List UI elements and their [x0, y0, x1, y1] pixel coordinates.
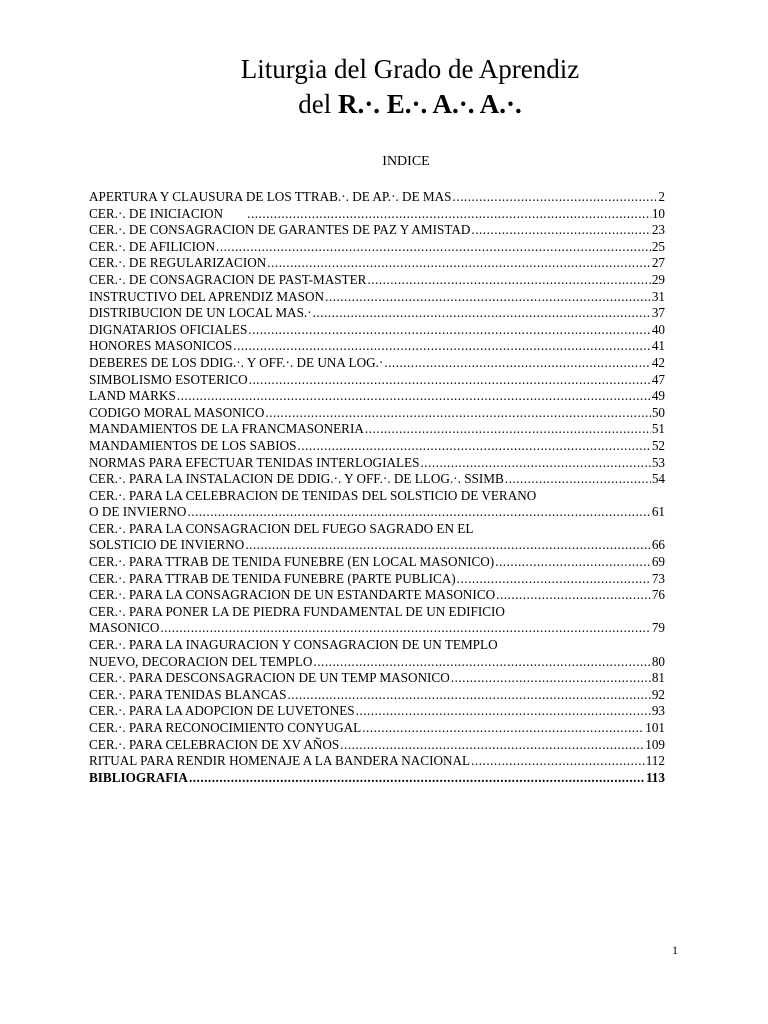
toc-dot-leader	[496, 587, 651, 604]
toc-entry-page: 25	[651, 238, 665, 254]
toc-entry-page: 31	[651, 288, 665, 304]
toc-entry-title: NORMAS PARA EFECTUAR TENIDAS INTERLOGIALES	[89, 454, 420, 470]
toc-dot-leader	[287, 687, 650, 704]
toc-entry-page: 2	[658, 189, 665, 204]
toc-entry	[89, 438, 665, 455]
toc-dot-leader	[365, 421, 651, 438]
toc-entry-title: SOLSTICIO DE INVIERNO	[89, 537, 245, 553]
toc-dot-leader	[249, 372, 651, 389]
toc-entry-title: CER.·. PARA LA INSTALACION DE DDIG.·. Y OFF.·. DE LLOG.·. SSIMB	[89, 471, 504, 487]
toc-entry-page: 93	[651, 703, 665, 719]
toc-entry	[89, 206, 665, 223]
toc-entry	[89, 571, 665, 588]
toc-dot-leader	[420, 455, 650, 472]
toc-entry-title: NUEVO, DECORACION DEL TEMPLO	[89, 653, 313, 669]
toc-entry-title: CER.·. PARA LA INAGURACION Y CONSAGRACION DE UN TEMPLO	[89, 637, 498, 653]
toc-entry	[89, 620, 665, 637]
document-subtitle	[0, 89, 768, 119]
toc-entry	[89, 670, 665, 687]
toc-entry-title: APERTURA Y CLAUSURA DE LOS TTRAB.·. DE AP.·. DE MAS	[89, 189, 452, 204]
toc-entry	[89, 554, 665, 571]
toc-dot-leader	[384, 355, 651, 372]
toc-entry-page: 52	[651, 437, 665, 453]
toc-entry	[89, 737, 665, 754]
toc-entry-page: 42	[651, 354, 665, 370]
toc-entry-page: 47	[651, 371, 665, 387]
toc-entry-title: BIBLIOGRAFIA	[89, 769, 188, 785]
toc-entry-title: INSTRUCTIVO DEL APRENDIZ MASON	[89, 288, 325, 304]
toc-entry-title: CER.·. PARA LA CELEBRACION DE TENIDAS DEL SOLSTICIO DE VERANO	[89, 487, 537, 503]
toc-entry-title: CER.·. DE INICIACION	[89, 205, 247, 221]
toc-entry	[89, 421, 665, 438]
toc-dot-leader	[451, 670, 651, 687]
toc-entry-page: 37	[651, 305, 665, 321]
toc-entry-title: RITUAL PARA RENDIR HOMENAJE A LA BANDERA NACIONAL	[89, 753, 471, 769]
toc-dot-leader	[245, 537, 651, 554]
toc-entry	[89, 272, 665, 289]
toc-entry-page: 27	[651, 255, 665, 271]
toc-dot-leader	[356, 703, 651, 720]
toc-dot-leader	[362, 720, 644, 737]
toc-entry	[89, 753, 665, 770]
toc-entry	[89, 338, 665, 355]
toc-entry-title: CER.·. PARA LA CONSAGRACION DEL FUEGO SAGRADO EN EL	[89, 520, 474, 536]
toc-entry	[89, 189, 665, 206]
toc-entry-title: CER.·. DE REGULARIZACION	[89, 255, 267, 271]
toc-dot-leader	[340, 737, 644, 754]
toc-entry-page: 79	[651, 620, 665, 636]
toc-entry-page: 61	[651, 504, 665, 520]
toc-entry	[89, 521, 665, 538]
toc-entry-title: MASONICO	[89, 620, 160, 636]
toc-entry-title: CER.·. PARA PONER LA DE PIEDRA FUNDAMENTAL DE UN EDIFICIO	[89, 603, 505, 619]
toc-entry	[89, 720, 665, 737]
toc-entry-title: CER.·. PARA TENIDAS BLANCAS	[89, 686, 287, 702]
toc-dot-leader	[471, 753, 645, 770]
toc-entry-page: 10	[651, 205, 665, 221]
toc-entry	[89, 687, 665, 704]
document-title: Liturgia del Grado de Aprendiz	[240, 54, 580, 84]
toc-entry-title: CER.·. PARA CELEBRACION DE XV AÑOS	[89, 736, 340, 752]
toc-entry-page: 41	[651, 338, 665, 354]
toc-entry-page: 80	[651, 653, 665, 669]
toc-entry	[89, 488, 665, 505]
toc-entry-title: CER.·. DE AFILICION	[89, 238, 216, 254]
toc-dot-leader	[160, 620, 650, 637]
page-number: 1	[672, 943, 678, 957]
toc-entry-page: 81	[651, 670, 665, 686]
toc-entry-title: CODIGO MORAL MASONICO	[89, 404, 265, 420]
toc-entry-page: 109	[645, 736, 665, 752]
toc-entry-title: O DE INVIERNO	[89, 504, 187, 520]
toc-dot-leader	[313, 305, 651, 322]
toc-entry-page: 54	[651, 471, 665, 487]
toc-dot-leader	[247, 206, 651, 223]
toc-entry	[89, 222, 665, 239]
toc-entry-title: CER.·. PARA RECONOCIMIENTO CONYUGAL	[89, 720, 362, 735]
toc-dot-leader	[265, 405, 650, 422]
toc-entry	[89, 289, 665, 306]
toc-dot-leader	[505, 471, 651, 488]
toc-entry-page: 29	[651, 271, 665, 287]
toc-dot-leader	[187, 504, 650, 521]
toc-entry-page: 101	[645, 720, 665, 735]
toc-entry-title: SIMBOLISMO ESOTERICO	[89, 371, 248, 387]
toc-entry-title: HONORES MASONICOS	[89, 338, 233, 354]
toc-entry-page: 112	[645, 753, 665, 769]
toc-dot-leader	[233, 338, 651, 355]
toc-entry-page: 73	[651, 570, 665, 586]
toc-dot-leader	[177, 388, 651, 405]
toc-entry-page: 49	[651, 388, 665, 404]
toc-entry	[89, 322, 665, 339]
toc-entry-title: CER.·. PARA LA CONSAGRACION DE UN ESTANDARTE MASONICO	[89, 587, 496, 603]
toc-entry	[89, 637, 665, 654]
toc-entry	[89, 587, 665, 604]
toc-entry-title: CER.·. DE CONSAGRACION DE GARANTES DE PAZ Y AMISTAD	[89, 222, 471, 238]
toc-dot-leader	[453, 189, 658, 206]
toc-entry	[89, 471, 665, 488]
toc-entry-title: CER.·. DE CONSAGRACION DE PAST-MASTER	[89, 271, 367, 287]
toc-entry-title: LAND MARKS	[89, 388, 176, 404]
toc-dot-leader	[248, 322, 651, 339]
toc-entry	[89, 305, 665, 322]
toc-entry-page: 50	[651, 404, 665, 420]
toc-dot-leader	[325, 289, 651, 306]
toc-entry	[89, 770, 665, 787]
toc-dot-leader	[367, 272, 650, 289]
toc-entry	[89, 504, 665, 521]
toc-entry	[89, 537, 665, 554]
toc-entry	[89, 405, 665, 422]
toc-entry-title: DEBERES DE LOS DDIG.·. Y OFF.·. DE UNA LOG.·	[89, 354, 384, 370]
toc-dot-leader	[495, 554, 651, 571]
toc-entry-page: 76	[651, 587, 665, 603]
toc-entry-page: 92	[651, 686, 665, 702]
subtitle-rite: R.·. E.·. A.·. A.·.	[337, 89, 522, 119]
toc-entry-title: CER.·. PARA TTRAB DE TENIDA FUNEBRE (PARTE PUBLICA)	[89, 570, 456, 586]
toc-entry	[89, 355, 665, 372]
toc-dot-leader	[189, 770, 645, 787]
toc-entry-title: CER.·. PARA TTRAB DE TENIDA FUNEBRE (EN LOCAL MASONICO)	[89, 554, 495, 570]
toc-dot-leader	[471, 222, 650, 239]
toc-entry-title: MANDAMIENTOS DE LA FRANCMASONERIA	[89, 421, 364, 437]
toc-entry	[89, 372, 665, 389]
toc-entry-page: 40	[651, 321, 665, 337]
toc-entry-page: 23	[651, 222, 665, 238]
subtitle-prefix: del	[298, 89, 338, 119]
toc-entry	[89, 388, 665, 405]
toc-entry-page: 66	[651, 537, 665, 553]
toc-entry	[89, 239, 665, 256]
toc-dot-leader	[313, 654, 650, 671]
toc-dot-leader	[216, 239, 651, 256]
toc-entry-title: DIGNATARIOS OFICIALES	[89, 321, 248, 337]
toc-dot-leader	[267, 255, 651, 272]
toc-entry-page: 69	[651, 554, 665, 570]
toc-entry	[89, 604, 665, 621]
toc-dot-leader	[457, 571, 651, 588]
table-of-contents	[89, 189, 665, 786]
index-heading: INDICE	[382, 154, 430, 169]
toc-entry	[89, 455, 665, 472]
toc-entry-title: CER.·. PARA DESCONSAGRACION DE UN TEMP MASONICO	[89, 670, 450, 686]
toc-dot-leader	[297, 438, 650, 455]
toc-entry-page: 51	[651, 421, 665, 437]
toc-entry	[89, 703, 665, 720]
toc-entry-title: CER.·. PARA LA ADOPCION DE LUVETONES	[89, 703, 355, 719]
toc-entry	[89, 255, 665, 272]
toc-entry-title: DISTRIBUCION DE UN LOCAL MAS.·	[89, 305, 312, 321]
toc-entry-title: MANDAMIENTOS DE LOS SABIOS	[89, 437, 297, 453]
toc-entry	[89, 654, 665, 671]
toc-entry-page: 53	[651, 454, 665, 470]
toc-entry-page: 113	[645, 769, 665, 785]
